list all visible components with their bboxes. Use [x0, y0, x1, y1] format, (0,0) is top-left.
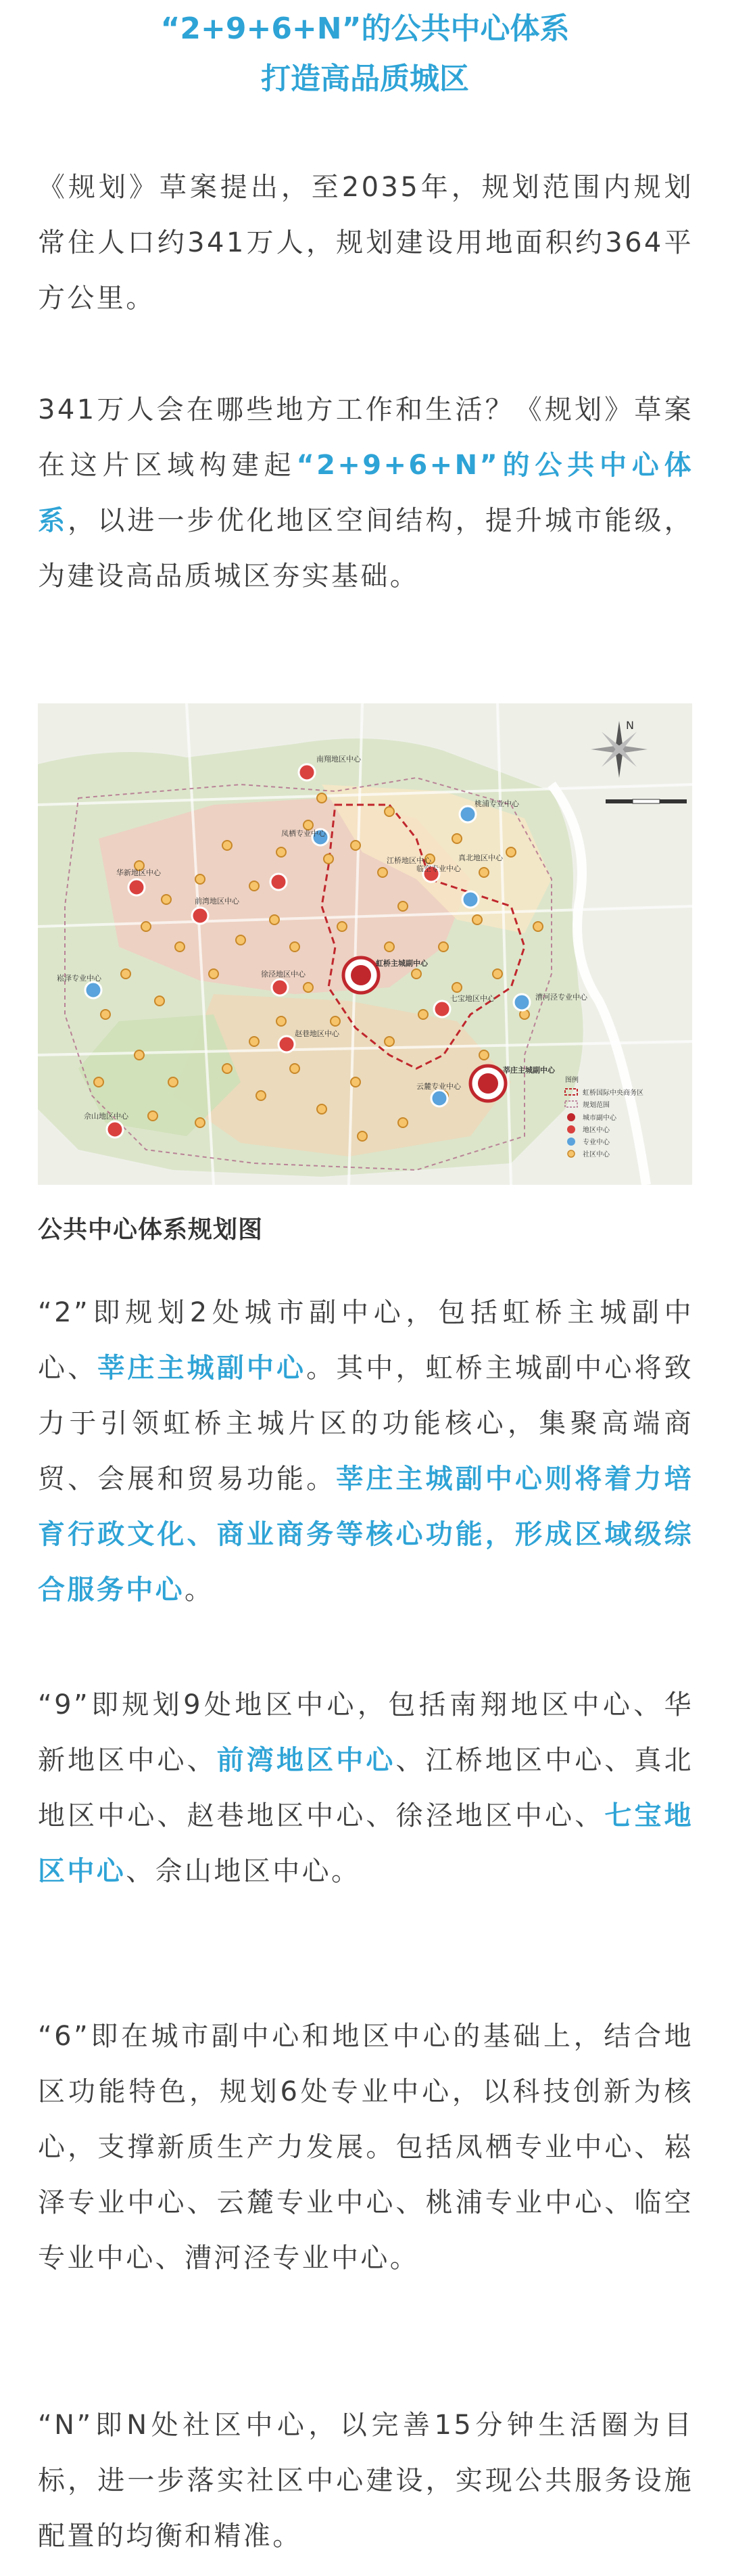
map-label-linkong: 临空专业中心	[416, 864, 461, 873]
paragraph-two-sub-centers	[38, 1285, 694, 1618]
map-label-hongqiao: 虹桥主城副中心	[376, 959, 428, 968]
paragraph-text: 、佘山地区中心。	[126, 1856, 361, 1887]
legend-item-district-center: 地区中心	[583, 1127, 610, 1134]
center-system-map	[38, 703, 692, 1185]
legend-item-cbd: 虹桥国际中央商务区	[583, 1090, 643, 1097]
paragraph-text: 、江桥地区中心、真北地区中心、赵巷地区中心、徐泾地区中心、	[38, 1745, 694, 1831]
map-label-caohejing: 漕河泾专业中心	[535, 993, 587, 1002]
paragraph-text: 《规划》草案提出，至2035年，规划范围内规划常住人口约341万人，规划建设用地面积约364平方公里。	[38, 172, 694, 314]
north-label: N	[626, 719, 634, 732]
legend-item-community-center: 社区中心	[583, 1151, 610, 1158]
map-label-sheshan: 佘山地区中心	[84, 1112, 128, 1121]
paragraph-text: 。	[185, 1574, 214, 1606]
highlight-xinzhuang-function: 莘庄主城副中心则将着力培育行政文化、商业商务等核心功能，形成区域级综合服务中心	[38, 1463, 694, 1606]
paragraph-text: 。其中，虹桥主城副中心将致力于引领虹桥主城片区的功能核心，集聚高端商贸、会展和贸易功能。	[38, 1353, 694, 1495]
map-label-taopu: 桃浦专业中心	[474, 799, 519, 808]
scale-bar	[606, 799, 687, 803]
paragraph-text: “9”即规划9处地区中心，包括南翔地区中心、华新地区中心、	[38, 1689, 694, 1776]
map-label-fengqi: 凤栖专业中心	[281, 829, 326, 838]
paragraph-plan-overview	[38, 160, 694, 326]
paragraph-text: “2”即规划2处城市副中心，包括虹桥主城副中心、	[38, 1297, 694, 1384]
map-label-xinzhuang: 莘庄主城副中心	[503, 1066, 555, 1075]
highlight-center-system: “2+9+6+N”的公共中心体系	[38, 450, 694, 536]
map-label-huaxin: 华新地区中心	[116, 868, 161, 877]
map-label-zhenbei: 真北地区中心	[458, 853, 503, 862]
map-label-qianwan: 前湾地区中心	[195, 897, 239, 906]
map-label-nanxiang: 南翔地区中心	[316, 755, 361, 764]
legend-title: 图例	[565, 1077, 579, 1084]
map-label-zhaoxiang: 赵巷地区中心	[295, 1029, 339, 1038]
paragraph-center-system	[38, 382, 694, 604]
map-label-xujing: 徐泾地区中心	[261, 970, 306, 979]
paragraph-text: “6”即在城市副中心和地区中心的基础上，结合地区功能特色，规划6处专业中心，以科技创新为核心，支撑新质生产力发展。包括凤栖专业中心、崧泽专业中心、云麓专业中心、桃浦专业中心、临空专业中心、漕河泾专业中心。	[38, 2021, 694, 2274]
highlight-qianwan: 前湾地区中心	[216, 1745, 396, 1776]
map-label-yunlu: 云麓专业中心	[416, 1082, 461, 1091]
highlight-xinzhuang: 莘庄主城副中心	[97, 1353, 307, 1384]
title-line-2: 打造高品质城区	[261, 62, 469, 96]
paragraph-text: ，以进一步优化地区空间结构，提升城市能级，为建设高品质城区夯实基础。	[38, 505, 694, 592]
legend-item-boundary: 规划范围	[583, 1102, 610, 1109]
highlight-qibao: 七宝地区中心	[38, 1800, 694, 1887]
paragraph-nine-district-centers	[38, 1677, 694, 1899]
paragraph-n-community-centers	[38, 2397, 694, 2564]
map-label-qibao: 七宝地区中心	[450, 994, 495, 1003]
map-label-jiangqiao: 江桥地区中心	[387, 856, 431, 865]
map-label-songze: 崧泽专业中心	[57, 974, 101, 983]
map-caption: 公共中心体系规划图	[38, 1216, 264, 1244]
paragraph-text: “N”即N处社区中心，以完善15分钟生活圈为目标，进一步落实社区中心建设，实现公共服务设施配置的均衡和精准。	[38, 2410, 694, 2552]
legend-item-city-center: 城市副中心	[583, 1115, 616, 1122]
title-line-1: “2+9+6+N”的公共中心体系	[160, 11, 570, 46]
article-title	[0, 4, 730, 104]
paragraph-six-specialized-centers	[38, 2009, 694, 2286]
legend-item-specialized-center: 专业中心	[583, 1139, 610, 1146]
paragraph-text: 341万人会在哪些地方工作和生活？《规划》草案在这片区域构建起	[38, 394, 694, 481]
